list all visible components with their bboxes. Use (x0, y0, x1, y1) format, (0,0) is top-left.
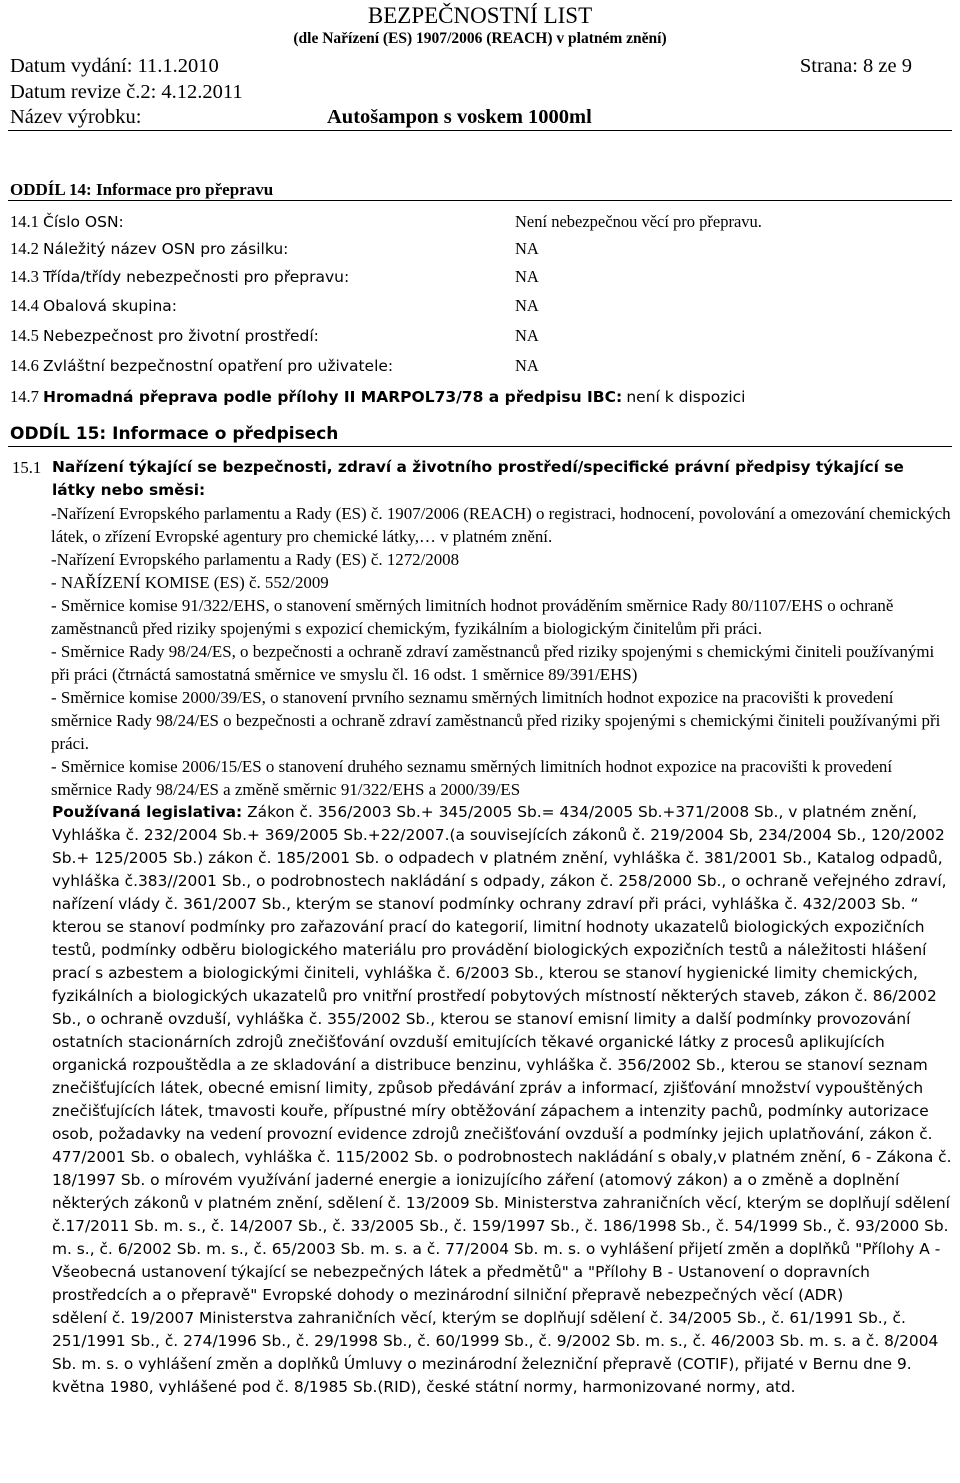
row-number: 14.1 (10, 212, 39, 231)
header-divider (8, 130, 952, 131)
transport-row (10, 295, 177, 317)
section-15-number: 15.1 (12, 458, 42, 477)
regulation-paragraph: - Směrnice komise 2006/15/ES o stanovení druhého seznamu směrných limitních hodnot expozice na pracovišti k provedení směrnice Rady 98/24/ES a změně směrnic 91/322/EHS a 2000/39/ES (51, 757, 893, 799)
row-value: NA (515, 356, 539, 375)
transport-row (10, 211, 124, 233)
row-label: Zvláštní bezpečnostní opatření pro uživatele: (43, 357, 394, 375)
regulation-heading: Nařízení týkající se bezpečnosti, zdraví a životního prostředí/specifické právní předpisy týkající se látky nebo směsi: (52, 458, 904, 499)
row-label: Náležitý název OSN pro zásilku: (43, 240, 289, 258)
row-label: Obalová skupina: (43, 297, 178, 315)
revision-date-row (10, 80, 243, 104)
regulation-paragraph: - Směrnice komise 91/322/EHS, o stanovení směrných limitních hodnot prováděním směrnice Rady 80/1107/EHS o ochraně zaměstnanců před riziky spojenými s expozicí chemickým, fyzikálním a biologickým činitelům při práci. (51, 596, 894, 638)
section-14-divider (8, 200, 952, 201)
section-14-title: ODDÍL 14: Informace pro přepravu (10, 180, 274, 199)
row-number: 14.3 (10, 267, 39, 286)
document-subtitle: (dle Nařízení (ES) 1907/2006 (REACH) v platném znění) (293, 30, 667, 47)
transport-row (10, 266, 349, 288)
row-value: NA (515, 239, 539, 258)
row-value: NA (515, 326, 539, 345)
row-label: Hromadná přeprava podle přílohy II MARPOL73/78 a předpisu IBC: (43, 388, 623, 406)
product-name: Autošampon s voskem 1000ml (327, 106, 592, 128)
issue-date: 11.1.2010 (137, 55, 219, 77)
row-number: 14.5 (10, 326, 39, 345)
regulation-paragraph: - NAŘÍZENÍ KOMISE (ES) č. 552/2009 (51, 573, 329, 592)
document-title: BEZPEČNOSTNÍ LIST (367, 3, 593, 28)
row-value: NA (515, 267, 539, 286)
transport-row (10, 355, 393, 377)
row-label: Číslo OSN: (43, 213, 124, 231)
legislation-text: Zákon č. 356/2003 Sb.+ 345/2005 Sb.= 434/2005 Sb.+371/2008 Sb., v platném znění, Vyhláška č. 232/2004 Sb.+ 369/2005 Sb.+22/2007.(a souvisejících zákonů č. 219/2004 Sb, 234/2004 Sb., 120/2002 Sb.+ 125/2005 Sb.) zákon č. 185/2001 Sb. o odpadech v platném znění, vyhláška č. 381/2001 Sb., Katalog odpadů, vyhláška č.383//2001 Sb., o podrobnostech nakládání s odpady, zákon č. 258/2000 Sb., o ochraně veřejného zdraví, nařízení vlády č. 361/2007 Sb., kterým se stanoví podmínky ochrany zdraví při práci, vyhláška č. 432/2003 Sb. “ kterou se stanoví podmínky pro zařazování prací do kategorií, limitní hodnoty ukazatelů biologických expozičních testů, podmínky odběru biologického materiálu pro provádění biologických expozičních testů a náležitosti hlášení prací s azbestem a biologickými činiteli, vyhláška č. 6/2003 Sb., kterou se stanoví hygienické limity chemických, fyzikálních a biologických ukazatelů pro vnitřní prostředí pobytových místností některých staveb, zákon č. 86/2002 Sb., o ochraně ovzduší, vyhláška č. 355/2002 Sb., kterou se stanoví emisní limity a další podmínky provozování ostatních stacionárních zdrojů znečišťování ovzduší emitujících těkavé organické látky z procesů aplikujících organická rozpouštědla a ze skladování a distribuce benzinu, vyhláška č. 356/2002 Sb., kterou se stanoví seznam znečišťujících látek, obecné emisní limity, způsob předávání zpráv a informací, zjišťování množství vypouštěných znečišťujících látek, tmavosti kouře, přípustné míry obtěžování zápachem a intenzity pachů, podmínky autorizace osob, požadavky na vedení provozní evidence zdrojů znečišťování ovzduší a podmínky jejich uplatňování, zákon č. 477/2001 Sb. o obalech, vyhláška č. 115/2002 Sb. o podrobnostech nakládání s obaly,v platném znění, 6 - Zákona č. 18/1997 Sb. o mírovém využívání jaderné energie a ionizujícího záření (atomový zákon) a o změně a doplnění některých zákonů v platném znění, sdělení č. 13/2009 Sb. Ministerstva zahraničních věcí, kterým se doplňují sdělení č.17/2011 Sb. m. s., č. 14/2007 Sb., č. 33/2005 Sb., č. 159/1997 Sb., č. 186/1998 Sb., č. 54/1999 Sb., č. 93/2000 Sb. m. s., č. 6/2002 Sb. m. s., č. 65/2003 Sb. m. s. a č. 77/2004 Sb. m. s. o vyhlášení přijetí změn a doplňků "Přílohy A - Všeobecná ustanovení týkající se nebezpečných látek a předmětů" a "Přílohy B - Ustanovení o dopravních prostředcích a o přepravě" Evropské dohody o mezinárodní silniční přepravě nebezpečných věcí (ADR) (52, 803, 952, 1304)
regulation-paragraph: -Nařízení Evropského parlamentu a Rady (ES) č. 1907/2006 (REACH) o registraci, hodnocení, povolování a omezování chemických látek, o zřízení Evropské agentury pro chemické látky,… v platném znění. (51, 504, 951, 546)
transport-row (10, 325, 319, 347)
row-number: 14.4 (10, 296, 39, 315)
section-15-divider (8, 446, 952, 447)
row-value: není k dispozici (626, 388, 746, 406)
row-label: Třída/třídy nebezpečnosti pro přepravu: (43, 268, 350, 286)
page-number: Strana: 8 ze 9 (799, 55, 912, 77)
product-label: Název výrobku: (10, 106, 142, 128)
legislation-label: Používaná legislativa: (52, 803, 243, 821)
regulation-paragraph: - Směrnice Rady 98/24/ES, o bezpečnosti a ochraně zdraví zaměstnanců před riziky spojenými s chemickými činiteli používanými při práci (čtrnáctá samostatná směrnice ve smyslu čl. 16 odst. 1 směrnice 89/391/EHS) (51, 642, 935, 684)
row-number: 14.6 (10, 356, 39, 375)
row-value: Není nebezpečnou věcí pro přepravu. (515, 212, 762, 231)
section-15-body (52, 456, 952, 1399)
section-15-title: ODDÍL 15: Informace o předpisech (10, 424, 339, 444)
regulation-paragraph: - Směrnice komise 2000/39/ES, o stanovení prvního seznamu směrných limitních hodnot expozice na pracovišti k provedení směrnice Rady 98/24/ES o bezpečnosti a ochraně zdraví zaměstnanců před riziky spojenými s chemickými činiteli používanými při práci. (51, 688, 941, 753)
revision-date: 4.12.2011 (161, 81, 243, 103)
legislation-paragraph (52, 801, 952, 1307)
closing-paragraph: sdělení č. 19/2007 Ministerstva zahraničních věcí, kterým se doplňují sdělení č. 34/2005 Sb., č. 61/1991 Sb., č. 251/1991 Sb., č. 274/1996 Sb., č. 29/1998 Sb., č. 60/1999 Sb., č. 9/2002 Sb. m. s., č. 46/2003 Sb. m. s. a č. 8/2004 Sb. m. s. o vyhlášení změn a doplňků Úmluvy o mezinárodní železniční přepravě (COTIF), přijaté v Bernu dne 9. května 1980, vyhlášené pod č. 8/1985 Sb.(RID), české státní normy, harmonizované normy, atd. (52, 1309, 939, 1396)
issue-date-label: Datum vydání: (10, 55, 133, 77)
issue-date-row (10, 54, 219, 78)
row-label: Nebezpečnost pro životní prostředí: (43, 327, 319, 345)
revision-date-label: Datum revize č.2: (10, 81, 157, 103)
marpol-row (10, 386, 745, 408)
transport-row (10, 238, 288, 260)
row-number: 14.7 (10, 387, 39, 406)
regulation-paragraph: -Nařízení Evropského parlamentu a Rady (ES) č. 1272/2008 (51, 550, 460, 569)
row-value: NA (515, 296, 539, 315)
row-number: 14.2 (10, 239, 39, 258)
